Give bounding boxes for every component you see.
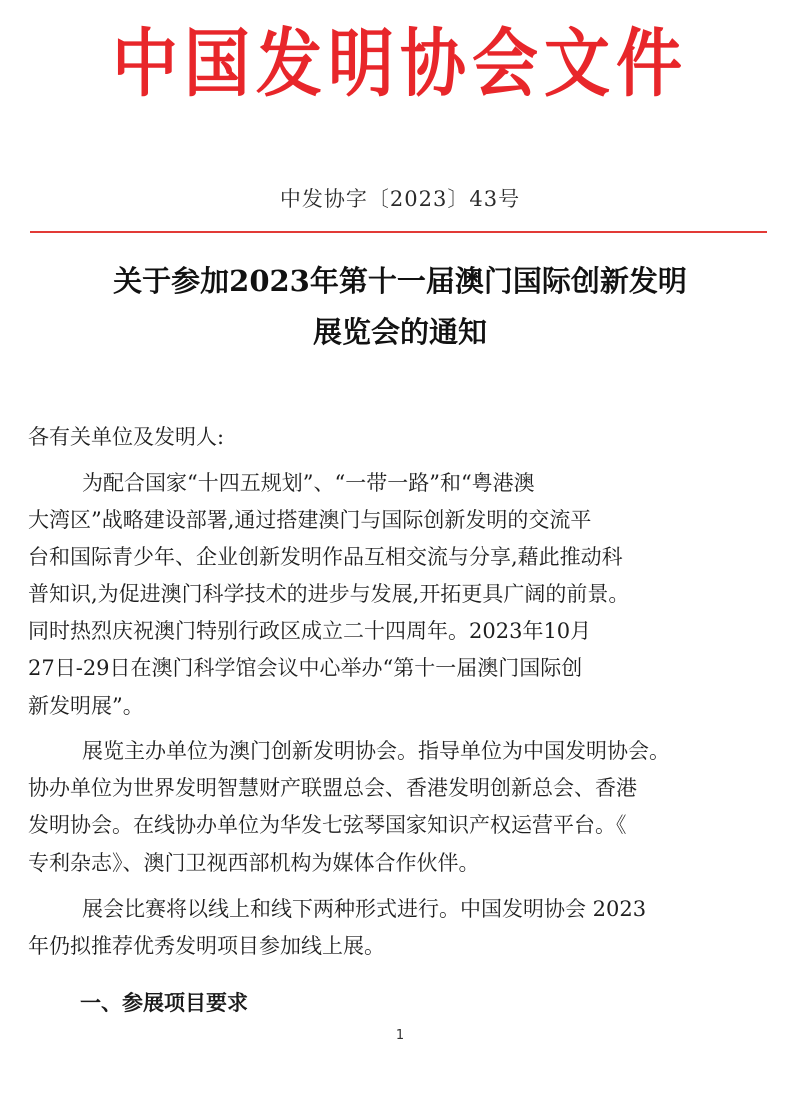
paragraph-1-line: 大湾区”战略建设部署,通过搭建澳门与国际创新发明的交流平	[28, 508, 592, 532]
document-title	[20, 256, 780, 358]
salutation: 各有关单位及发明人:	[28, 425, 225, 449]
paragraph-3-line: 年仍拟推荐优秀发明项目参加线上展。	[28, 934, 385, 958]
issuer-masthead: 中国发明协会文件	[112, 20, 688, 107]
section-heading: 一、参展项目要求	[80, 991, 248, 1015]
paragraph-2-line: 专利杂志》、澳门卫视西部机构为媒体合作伙伴。	[28, 851, 480, 875]
document-number: 中发协字〔2023〕43号	[279, 187, 521, 211]
title-line-2: 展览会的通知	[312, 315, 487, 349]
paragraph-1-line: 新发明展”。	[28, 694, 144, 718]
paragraph-1-line: 台和国际青少年、企业创新发明作品互相交流与分享,藉此推动科	[28, 545, 623, 569]
paragraph-1-line: 同时热烈庆祝澳门特别行政区成立二十四周年。2023年10月	[28, 619, 592, 643]
paragraph-2-line: 协办单位为世界发明智慧财产联盟总会、香港发明创新总会、香港	[28, 776, 637, 800]
paragraph-3-line: 展会比赛将以线上和线下两种形式进行。中国发明协会 2023	[82, 897, 647, 921]
paragraph-1-line: 为配合国家“十四五规划”、“一带一路”和“粤港澳	[82, 471, 535, 495]
paragraph-2-line: 展览主办单位为澳门创新发明协会。指导单位为中国发明协会。	[82, 739, 670, 763]
title-line-1: 关于参加2023年第十一届澳门国际创新发明	[113, 264, 687, 298]
red-separator-rule	[30, 231, 767, 233]
page-number: 1	[395, 1028, 405, 1043]
paragraph-1-line: 27日-29日在澳门科学馆会议中心举办“第十一届澳门国际创	[28, 656, 583, 680]
paragraph-1-line: 普知识,为促进澳门科学技术的进步与发展,开拓更具广阔的前景。	[28, 582, 630, 606]
paragraph-2-line: 发明协会。在线协办单位为华发七弦琴国家知识产权运营平台。《	[28, 813, 627, 837]
